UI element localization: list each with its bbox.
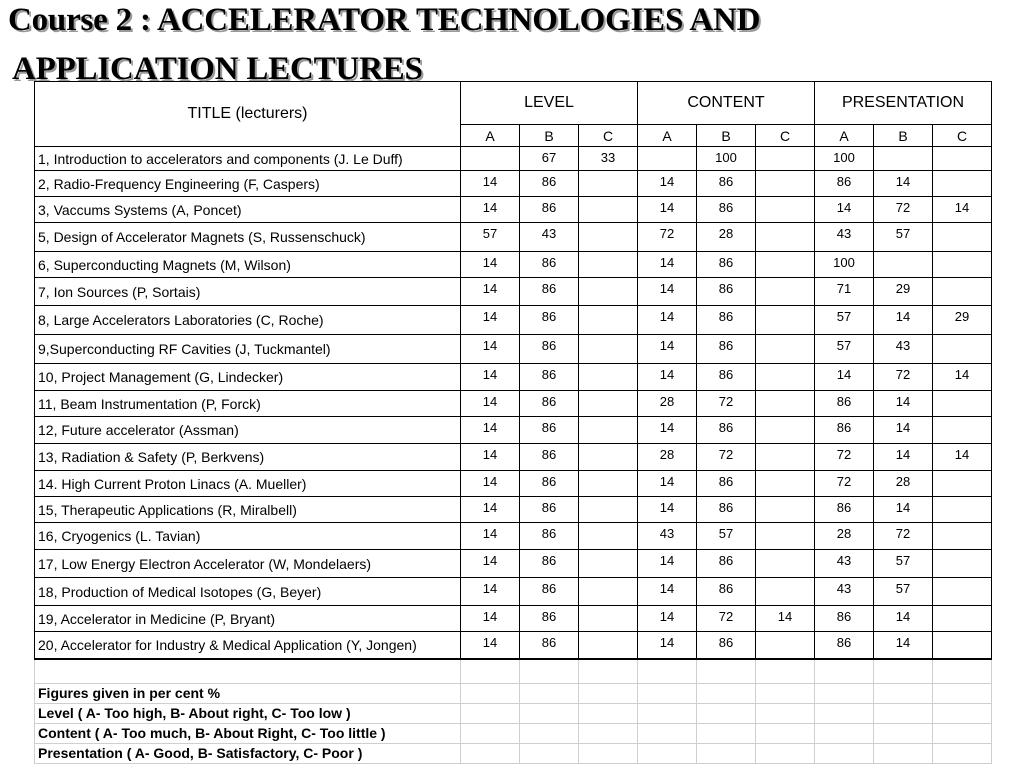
value-cell-level-c [579,523,638,550]
value-cell-presentation-a: 72 [815,444,874,471]
value-cell-content-a: 14 [638,252,697,278]
table-row [35,632,992,659]
value-cell-content-b: 86 [697,197,756,223]
value-cell-content-b: 86 [697,497,756,523]
table-row [35,550,992,578]
empty-cell [520,703,579,723]
value-cell-level-a: 14 [461,550,520,578]
value-cell-level-b: 67 [520,147,579,171]
page-title-line-1: Course 2 : ACCELERATOR TECHNOLOGIES AND [8,2,761,38]
value-cell-presentation-c [933,632,992,659]
empty-cell [815,659,874,684]
value-cell-presentation-b: 72 [874,364,933,391]
lecture-title-cell: 5, Design of Accelerator Magnets (S, Russenschuck) [35,223,461,252]
value-cell-level-c [579,306,638,335]
value-cell-content-c [756,171,815,197]
value-cell-presentation-c [933,471,992,497]
value-cell-content-a: 14 [638,632,697,659]
empty-cell [756,659,815,684]
empty-cell [756,723,815,743]
value-cell-presentation-c [933,578,992,606]
value-cell-level-b: 86 [520,471,579,497]
empty-cell [697,703,756,723]
value-cell-content-a: 14 [638,417,697,444]
empty-cell [461,703,520,723]
sub-header-content-a: A [638,125,697,147]
legend-note: Figures given in per cent % [35,683,461,703]
value-cell-level-b: 86 [520,417,579,444]
value-cell-content-b: 86 [697,578,756,606]
value-cell-presentation-b: 72 [874,523,933,550]
value-cell-presentation-c [933,147,992,171]
lecture-title-cell: 1, Introduction to accelerators and components (J. Le Duff) [35,147,461,171]
lecture-title-cell: 16, Cryogenics (L. Tavian) [35,523,461,550]
value-cell-presentation-b: 57 [874,578,933,606]
value-cell-presentation-a: 72 [815,471,874,497]
value-cell-level-a: 14 [461,278,520,306]
value-cell-level-c [579,550,638,578]
value-cell-presentation-b [874,252,933,278]
value-cell-presentation-c [933,417,992,444]
value-cell-level-c: 33 [579,147,638,171]
value-cell-level-a: 14 [461,606,520,632]
value-cell-level-c [579,335,638,364]
value-cell-presentation-c [933,278,992,306]
value-cell-content-c [756,471,815,497]
value-cell-presentation-b: 14 [874,391,933,417]
value-cell-content-a: 14 [638,364,697,391]
value-cell-content-b: 86 [697,335,756,364]
empty-cell [579,743,638,763]
value-cell-content-a: 14 [638,197,697,223]
value-cell-content-b: 86 [697,471,756,497]
lecture-title-cell: 15, Therapeutic Applications (R, Miralbell) [35,497,461,523]
table-row [35,278,992,306]
value-cell-level-c [579,278,638,306]
value-cell-presentation-b: 57 [874,223,933,252]
value-cell-level-a [461,147,520,171]
value-cell-content-c [756,578,815,606]
value-cell-content-a: 14 [638,278,697,306]
value-cell-content-c [756,550,815,578]
value-cell-presentation-c [933,497,992,523]
title-header: TITLE (lecturers) [35,82,461,147]
value-cell-content-b: 86 [697,278,756,306]
value-cell-content-a: 14 [638,606,697,632]
value-cell-presentation-a: 86 [815,497,874,523]
value-cell-level-a: 14 [461,523,520,550]
empty-cell [638,659,697,684]
empty-cell [874,659,933,684]
value-cell-presentation-a: 14 [815,364,874,391]
value-cell-level-b: 86 [520,335,579,364]
value-cell-content-a: 14 [638,578,697,606]
value-cell-presentation-a: 86 [815,417,874,444]
value-cell-presentation-b: 14 [874,171,933,197]
sub-header-level-a: A [461,125,520,147]
table-row [35,417,992,444]
value-cell-level-a: 14 [461,197,520,223]
value-cell-content-a: 14 [638,550,697,578]
value-cell-content-b: 72 [697,391,756,417]
value-cell-level-c [579,606,638,632]
value-cell-content-c [756,252,815,278]
table-row [35,444,992,471]
value-cell-level-b: 86 [520,632,579,659]
table-row [35,578,992,606]
lecture-title-cell: 6, Superconducting Magnets (M, Wilson) [35,252,461,278]
value-cell-level-a: 14 [461,364,520,391]
sub-header-level-c: C [579,125,638,147]
lecture-title-cell: 10, Project Management (G, Lindecker) [35,364,461,391]
empty-cell [579,683,638,703]
value-cell-content-c: 14 [756,606,815,632]
empty-cell [520,723,579,743]
value-cell-content-a [638,147,697,171]
value-cell-level-c [579,578,638,606]
value-cell-presentation-b: 14 [874,417,933,444]
legend-note: Content ( A- Too much, B- About Right, C- Too little ) [35,723,461,743]
value-cell-level-a: 14 [461,391,520,417]
value-cell-presentation-c [933,252,992,278]
empty-cell [638,683,697,703]
value-cell-presentation-c [933,223,992,252]
lecture-title-cell: 3, Vaccums Systems (A, Poncet) [35,197,461,223]
value-cell-level-c [579,171,638,197]
value-cell-presentation-b: 43 [874,335,933,364]
legend-row [35,683,992,703]
value-cell-presentation-a: 71 [815,278,874,306]
table-row [35,306,992,335]
value-cell-presentation-a: 100 [815,147,874,171]
value-cell-level-a: 14 [461,417,520,444]
value-cell-level-b: 86 [520,306,579,335]
evaluation-table [34,81,992,764]
value-cell-presentation-a: 86 [815,632,874,659]
lecture-title-cell: 13, Radiation & Safety (P, Berkvens) [35,444,461,471]
value-cell-presentation-a: 86 [815,606,874,632]
value-cell-level-c [579,391,638,417]
value-cell-content-a: 28 [638,391,697,417]
empty-cell [697,659,756,684]
value-cell-content-b: 86 [697,171,756,197]
value-cell-presentation-b: 14 [874,306,933,335]
legend-note: Level ( A- Too high, B- About right, C- Too low ) [35,703,461,723]
value-cell-presentation-b: 28 [874,471,933,497]
value-cell-content-c [756,223,815,252]
value-cell-presentation-b: 72 [874,197,933,223]
value-cell-presentation-c [933,523,992,550]
value-cell-content-a: 72 [638,223,697,252]
value-cell-content-a: 43 [638,523,697,550]
value-cell-content-c [756,417,815,444]
value-cell-content-b: 72 [697,444,756,471]
value-cell-level-c [579,471,638,497]
lecture-title-cell: 7, Ion Sources (P, Sortais) [35,278,461,306]
value-cell-presentation-a: 43 [815,550,874,578]
empty-cell [874,723,933,743]
empty-cell [461,659,520,684]
value-cell-content-c [756,306,815,335]
empty-cell [756,703,815,723]
value-cell-content-b: 28 [697,223,756,252]
table-row [35,147,992,171]
empty-cell [520,683,579,703]
value-cell-level-b: 86 [520,497,579,523]
presentation-header: PRESENTATION [815,82,992,125]
value-cell-content-b: 86 [697,252,756,278]
empty-cell [697,683,756,703]
value-cell-presentation-c: 29 [933,306,992,335]
lecture-title-cell: 11, Beam Instrumentation (P, Forck) [35,391,461,417]
value-cell-content-c [756,278,815,306]
value-cell-level-a: 14 [461,252,520,278]
blank-row [35,659,992,684]
value-cell-content-c [756,523,815,550]
value-cell-presentation-a: 43 [815,578,874,606]
empty-cell [815,743,874,763]
value-cell-presentation-a: 100 [815,252,874,278]
value-cell-presentation-c [933,171,992,197]
empty-cell [461,683,520,703]
value-cell-presentation-c [933,550,992,578]
empty-cell [756,683,815,703]
value-cell-level-a: 14 [461,578,520,606]
empty-cell [579,659,638,684]
value-cell-level-b: 86 [520,523,579,550]
empty-cell [461,743,520,763]
empty-cell [461,723,520,743]
lecture-title-cell: 20, Accelerator for Industry & Medical Application (Y, Jongen) [35,632,461,659]
legend-row [35,723,992,743]
value-cell-presentation-b: 14 [874,444,933,471]
empty-cell [933,703,992,723]
empty-cell [815,723,874,743]
empty-cell [638,723,697,743]
table-row [35,523,992,550]
value-cell-presentation-b: 57 [874,550,933,578]
lecture-title-cell: 17, Low Energy Electron Accelerator (W, Mondelaers) [35,550,461,578]
value-cell-presentation-c [933,335,992,364]
empty-cell [638,743,697,763]
value-cell-presentation-a: 43 [815,223,874,252]
value-cell-presentation-a: 14 [815,197,874,223]
value-cell-content-c [756,632,815,659]
value-cell-presentation-c: 14 [933,197,992,223]
empty-cell [933,659,992,684]
value-cell-level-a: 14 [461,632,520,659]
empty-cell [874,743,933,763]
empty-cell [756,743,815,763]
value-cell-content-c [756,147,815,171]
value-cell-content-a: 28 [638,444,697,471]
value-cell-presentation-b: 14 [874,632,933,659]
value-cell-level-a: 14 [461,306,520,335]
value-cell-level-a: 14 [461,471,520,497]
empty-cell [579,723,638,743]
sub-header-presentation-b: B [874,125,933,147]
value-cell-level-a: 57 [461,223,520,252]
value-cell-presentation-a: 86 [815,391,874,417]
empty-cell [520,743,579,763]
lecture-title-cell: 2, Radio-Frequency Engineering (F, Caspers) [35,171,461,197]
lecture-title-cell: 8, Large Accelerators Laboratories (C, Roche) [35,306,461,335]
value-cell-content-b: 86 [697,417,756,444]
value-cell-presentation-a: 86 [815,171,874,197]
table-row [35,364,992,391]
table-row [35,497,992,523]
lecture-title-cell: 18, Production of Medical Isotopes (G, Beyer) [35,578,461,606]
table-row [35,252,992,278]
value-cell-content-a: 14 [638,171,697,197]
value-cell-level-b: 86 [520,578,579,606]
value-cell-level-b: 43 [520,223,579,252]
value-cell-level-a: 14 [461,497,520,523]
page-title-line-2: APPLICATION LECTURES [12,51,423,87]
sub-header-level-b: B [520,125,579,147]
value-cell-content-c [756,444,815,471]
value-cell-presentation-a: 57 [815,306,874,335]
value-cell-content-a: 14 [638,471,697,497]
table-row [35,606,992,632]
value-cell-content-b: 86 [697,632,756,659]
value-cell-level-a: 14 [461,444,520,471]
value-cell-level-c [579,444,638,471]
empty-cell [520,659,579,684]
lecture-title-cell: 14. High Current Proton Linacs (A. Mueller) [35,471,461,497]
value-cell-presentation-b [874,147,933,171]
sub-header-presentation-c: C [933,125,992,147]
value-cell-level-a: 14 [461,171,520,197]
value-cell-level-b: 86 [520,606,579,632]
empty-cell [815,683,874,703]
empty-cell [35,659,461,684]
value-cell-content-c [756,497,815,523]
value-cell-level-b: 86 [520,197,579,223]
value-cell-presentation-b: 14 [874,497,933,523]
value-cell-content-b: 86 [697,364,756,391]
content-header: CONTENT [638,82,815,125]
empty-cell [933,743,992,763]
table-row [35,471,992,497]
value-cell-content-b: 86 [697,550,756,578]
table-row [35,335,992,364]
table-row [35,171,992,197]
value-cell-level-b: 86 [520,444,579,471]
value-cell-level-b: 86 [520,278,579,306]
value-cell-content-b: 72 [697,606,756,632]
value-cell-presentation-b: 14 [874,606,933,632]
empty-cell [933,683,992,703]
lecture-title-cell: 19, Accelerator in Medicine (P, Bryant) [35,606,461,632]
value-cell-level-c [579,497,638,523]
value-cell-presentation-c: 14 [933,364,992,391]
empty-cell [874,703,933,723]
table-row [35,197,992,223]
value-cell-content-c [756,197,815,223]
value-cell-level-c [579,223,638,252]
empty-cell [638,703,697,723]
empty-cell [874,683,933,703]
value-cell-content-a: 14 [638,335,697,364]
value-cell-content-b: 57 [697,523,756,550]
value-cell-content-c [756,391,815,417]
value-cell-content-a: 14 [638,306,697,335]
value-cell-presentation-a: 57 [815,335,874,364]
sub-header-content-b: B [697,125,756,147]
value-cell-level-a: 14 [461,335,520,364]
value-cell-content-b: 86 [697,306,756,335]
value-cell-content-c [756,335,815,364]
legend-row [35,743,992,763]
empty-cell [697,723,756,743]
value-cell-level-b: 86 [520,391,579,417]
legend-note: Presentation ( A- Good, B- Satisfactory, C- Poor ) [35,743,461,763]
value-cell-level-c [579,364,638,391]
value-cell-level-c [579,197,638,223]
lecture-title-cell: 9,Superconducting RF Cavities (J, Tuckmantel) [35,335,461,364]
value-cell-presentation-c: 14 [933,444,992,471]
value-cell-content-c [756,364,815,391]
value-cell-presentation-c [933,391,992,417]
value-cell-presentation-b: 29 [874,278,933,306]
table-row [35,223,992,252]
sub-header-presentation-a: A [815,125,874,147]
value-cell-level-b: 86 [520,252,579,278]
empty-cell [815,703,874,723]
value-cell-level-c [579,632,638,659]
table-row [35,391,992,417]
value-cell-content-b: 100 [697,147,756,171]
level-header: LEVEL [461,82,638,125]
value-cell-content-a: 14 [638,497,697,523]
empty-cell [697,743,756,763]
empty-cell [579,703,638,723]
sub-header-content-c: C [756,125,815,147]
value-cell-level-c [579,417,638,444]
value-cell-level-b: 86 [520,550,579,578]
value-cell-level-b: 86 [520,364,579,391]
value-cell-presentation-c [933,606,992,632]
legend-row [35,703,992,723]
empty-cell [933,723,992,743]
value-cell-presentation-a: 28 [815,523,874,550]
lecture-title-cell: 12, Future accelerator (Assman) [35,417,461,444]
value-cell-level-c [579,252,638,278]
value-cell-level-b: 86 [520,171,579,197]
